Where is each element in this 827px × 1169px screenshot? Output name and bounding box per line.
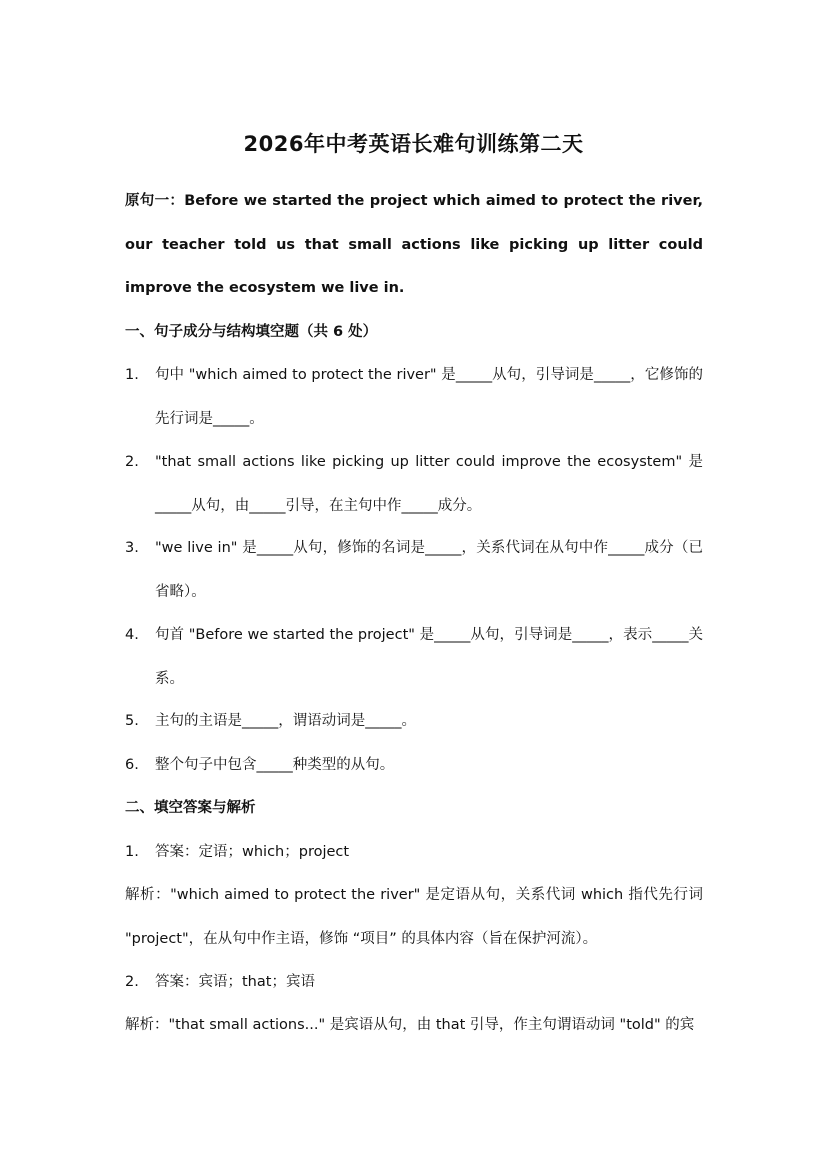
question-text: 整个句子中包含_____种类型的从句。: [155, 757, 395, 773]
section-2-heading: 二、填空答案与解析: [125, 800, 256, 816]
question-text: "we live in" 是_____从句，修饰的名词是_____，关系代词在从句中作_____成分（已省略）。: [155, 540, 703, 600]
question-item: [125, 744, 703, 788]
question-number: 5.: [125, 713, 139, 729]
question-number: 1.: [125, 367, 139, 383]
question-number: 2.: [125, 454, 139, 470]
question-item: [125, 527, 703, 614]
answer-text: 答案：定语；which；project: [155, 844, 350, 860]
answer-number: 1.: [125, 844, 139, 860]
document-title: 2026年中考英语长难句训练第二天: [243, 132, 584, 156]
original-sentence-text: Before we started the project which aimed to protect the river, our teacher told us that small actions like picking up litter could improve the ecosystem we live in.: [125, 193, 703, 296]
answer-item: [125, 961, 703, 1005]
answer-analysis: 解析："which aimed to protect the river" 是定语从句，关系代词 which 指代先行词 "project"，在从句中作主语，修饰 “项目” 的具体内容（旨在保护河流）。: [125, 887, 703, 947]
question-item: [125, 614, 703, 701]
question-number: 3.: [125, 540, 139, 556]
question-item: [125, 354, 703, 441]
question-number: 4.: [125, 627, 139, 643]
question-text: "that small actions like picking up litter could improve the ecosystem" 是_____从句，由_____引导，在主句中作_____成分。: [155, 454, 703, 514]
original-sentence: [125, 180, 703, 311]
answer-number: 2.: [125, 974, 139, 990]
question-text: 句首 "Before we started the project" 是_____从句，引导词是_____，表示_____关系。: [155, 627, 703, 687]
question-text: 主句的主语是_____，谓语动词是_____。: [155, 713, 416, 729]
answer-item: [125, 831, 703, 875]
question-text: 句中 "which aimed to protect the river" 是_____从句，引导词是_____，它修饰的先行词是_____。: [155, 367, 703, 427]
question-item: [125, 441, 703, 528]
question-number: 6.: [125, 757, 139, 773]
answer-analysis: 解析："that small actions..." 是宾语从句，由 that 引导，作主句谓语动词 "told" 的宾: [125, 1017, 695, 1033]
original-sentence-label: 原句一：: [125, 193, 185, 209]
section-1-heading: 一、句子成分与结构填空题（共 6 处）: [125, 324, 378, 340]
answer-text: 答案：宾语；that；宾语: [155, 974, 315, 990]
question-item: [125, 700, 703, 744]
